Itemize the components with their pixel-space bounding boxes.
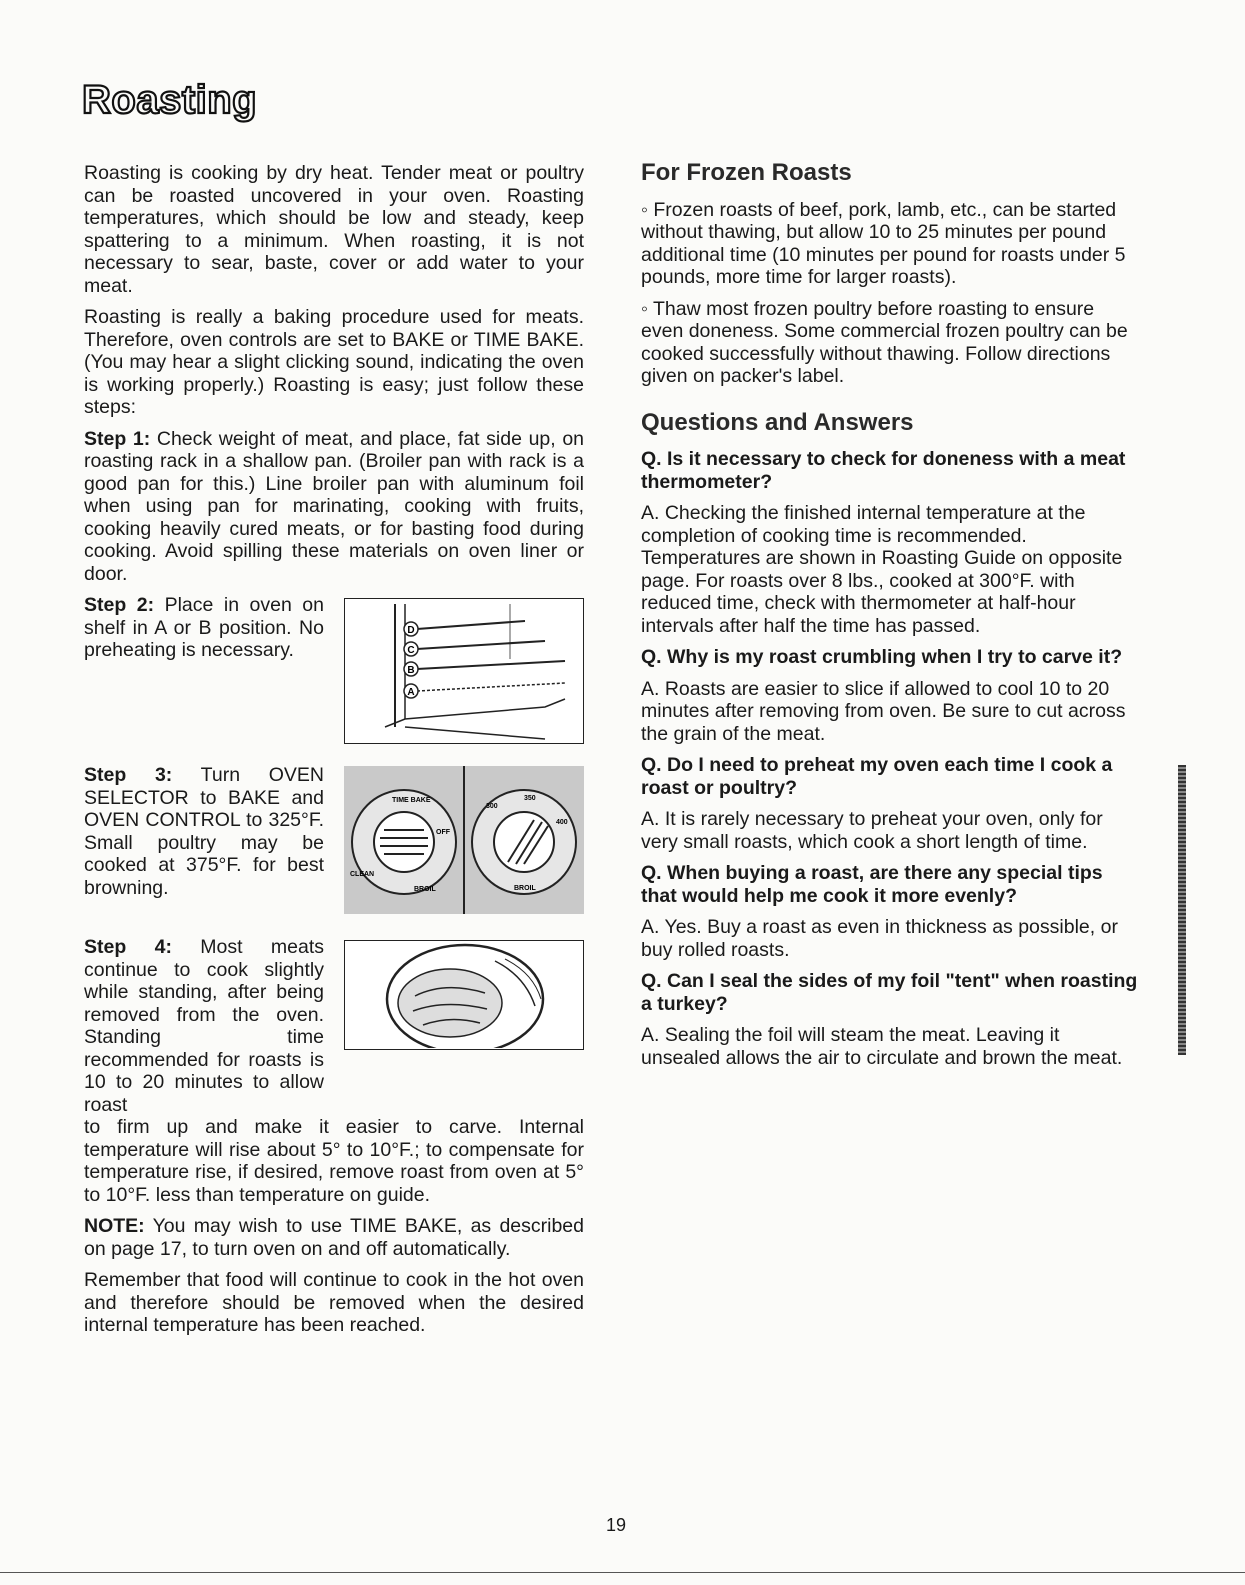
shelf-label-b: B [407,665,415,676]
left-column [84,162,584,1346]
answer-2: A. Roasts are easier to slice if allowed to cool 10 to 20 minutes after removing from oven. Be sure to cut across the grain of the meat. [641,677,1126,745]
frozen-roasts-heading: For Frozen Roasts [641,159,852,186]
answer-1: A. Checking the finished internal temperature at the completion of cooking time is recommended. Temperatures are shown in Roasting Guide on opposite page. For roasts over 8 lbs., cooked at 300°F. with reduced time, check with thermometer at half-hour intervals after half the time has passed. [641,502,1123,637]
step-3-text: Turn OVEN SELECTOR to BAKE and OVEN CONTROL to 325°F. Small poultry may be cooked at 375°F. for best browning. [84,764,325,899]
question-3: Q. Do I need to preheat my oven each time I cook a roast or poultry? [641,754,1113,799]
dial1-label-broil: BROIL [414,886,436,893]
baking-paragraph: Roasting is really a baking procedure used for meats. Therefore, oven controls are set to BAKE or TIME BAKE. (You may hear a slight clicking sound, indicating the oven is working properly.) Roasting is easy; just follow these steps: [84,306,584,418]
step-1 [84,428,584,586]
oven-control-dial [472,790,576,894]
frozen-bullet-1: ◦ Frozen roasts of beef, pork, lamb, etc., can be started without thawing, but allow 10 to 25 minutes per pound additional time (10 minutes per pound for roasts under 5 pounds, more time for larger roasts). [641,198,1126,288]
bottom-rule [0,1572,1245,1573]
dial2-label-300: 300 [486,803,498,810]
step-2-text: Place in oven on shelf in A or B position. No preheating is necessary. [84,594,324,661]
shelf-label-d: D [407,625,415,636]
step-2 [84,594,324,662]
dial2-label-350: 350 [524,795,536,802]
question-1: Q. Is it necessary to check for doneness with a meat thermometer? [641,448,1126,493]
question-2: Q. Why is my roast crumbling when I try to carve it? [641,646,1123,668]
step-2-label: Step 2: [84,594,155,616]
answer-3: A. It is rarely necessary to preheat your oven, only for very small roasts, which cook a short length of time. [641,808,1103,853]
shelf-position-illustration [344,598,584,744]
step-1-label: Step 1: [84,427,151,450]
step-3-label: Step 3: [84,764,173,786]
step-4-text: Most meats continue to cook slightly while standing, after being removed from the oven. Standing time recommended for roasts is 10 to 20 minutes to allow roast [84,936,325,1116]
dial2-label-400: 400 [556,819,568,826]
shelf-label-a: A [407,687,415,698]
step-3-row [84,764,584,914]
dial1-label-off: OFF [436,829,450,836]
step-4-label: Step 4: [84,936,172,958]
step-1-text: Check weight of meat, and place, fat side up, on roasting rack in a shallow pan. (Broiler pan with rack is a good pan for this.) Line broiler pan with aluminum foil when using pan for marinating, cooking with fruits, cooking heavily cured meats, or for basting food during cooking. Avoid spilling these materials on oven liner or door. [84,427,585,585]
note-text: You may wish to use TIME BAKE, as described on page 17, to turn oven on and off automatically. [84,1215,584,1260]
step-4-continued: to firm up and make it easier to carve. Internal temperature will rise about 5° to 10°F.; to compensate for temperature rise, if desired, remove roast from oven at 5° to 10°F. less than temperature on guide. [84,1116,584,1206]
intro-paragraph: Roasting is cooking by dry heat. Tender meat or poultry can be roasted uncovered in your oven. Roasting temperatures, which should be low and steady, keep spattering to a minimum. When roasting, it is not necessary to sear, baste, cover or add water to your meat. [84,162,584,297]
question-4: Q. When buying a roast, are there any special tips that would help me cook it more evenly? [641,862,1103,907]
answer-4: A. Yes. Buy a roast as even in thickness as possible, or buy rolled roasts. [641,916,1118,961]
roast-illustration [344,940,584,1050]
margin-scan-bar [1178,765,1186,1055]
shelf-label-c: C [407,645,415,656]
note-label: NOTE: [84,1215,145,1237]
qa-heading: Questions and Answers [641,408,914,436]
oven-selector-dial [350,790,456,894]
step-3 [84,764,324,899]
answer-5: A. Sealing the foil will steam the meat. Leaving it unsealed allows the air to circulate and brown the meat. [641,1024,1123,1069]
page-title: Roasting [82,78,258,122]
step-2-row [84,594,584,744]
note [84,1215,584,1260]
frozen-bullet-2: ◦ Thaw most frozen poultry before roasting to ensure even doneness. Some commercial frozen poultry can be cooked successfully without thawing. Follow directions given on packer's label. [641,297,1128,387]
dial1-label-clean: CLEAN [350,871,375,878]
dial1-label-timebake: TIME BAKE [392,797,431,804]
question-5: Q. Can I seal the sides of my foil "tent" when roasting a turkey? [641,970,1138,1015]
right-column [641,159,1139,1078]
step-4 [84,936,324,1116]
step-4-row [84,936,584,1116]
oven-dials-illustration [344,766,584,914]
dial2-label-broil: BROIL [514,885,536,892]
closing-paragraph: Remember that food will continue to cook in the hot oven and therefore should be removed when the desired internal temperature has been reached. [84,1269,584,1336]
page-number: 19 [606,1515,627,1535]
